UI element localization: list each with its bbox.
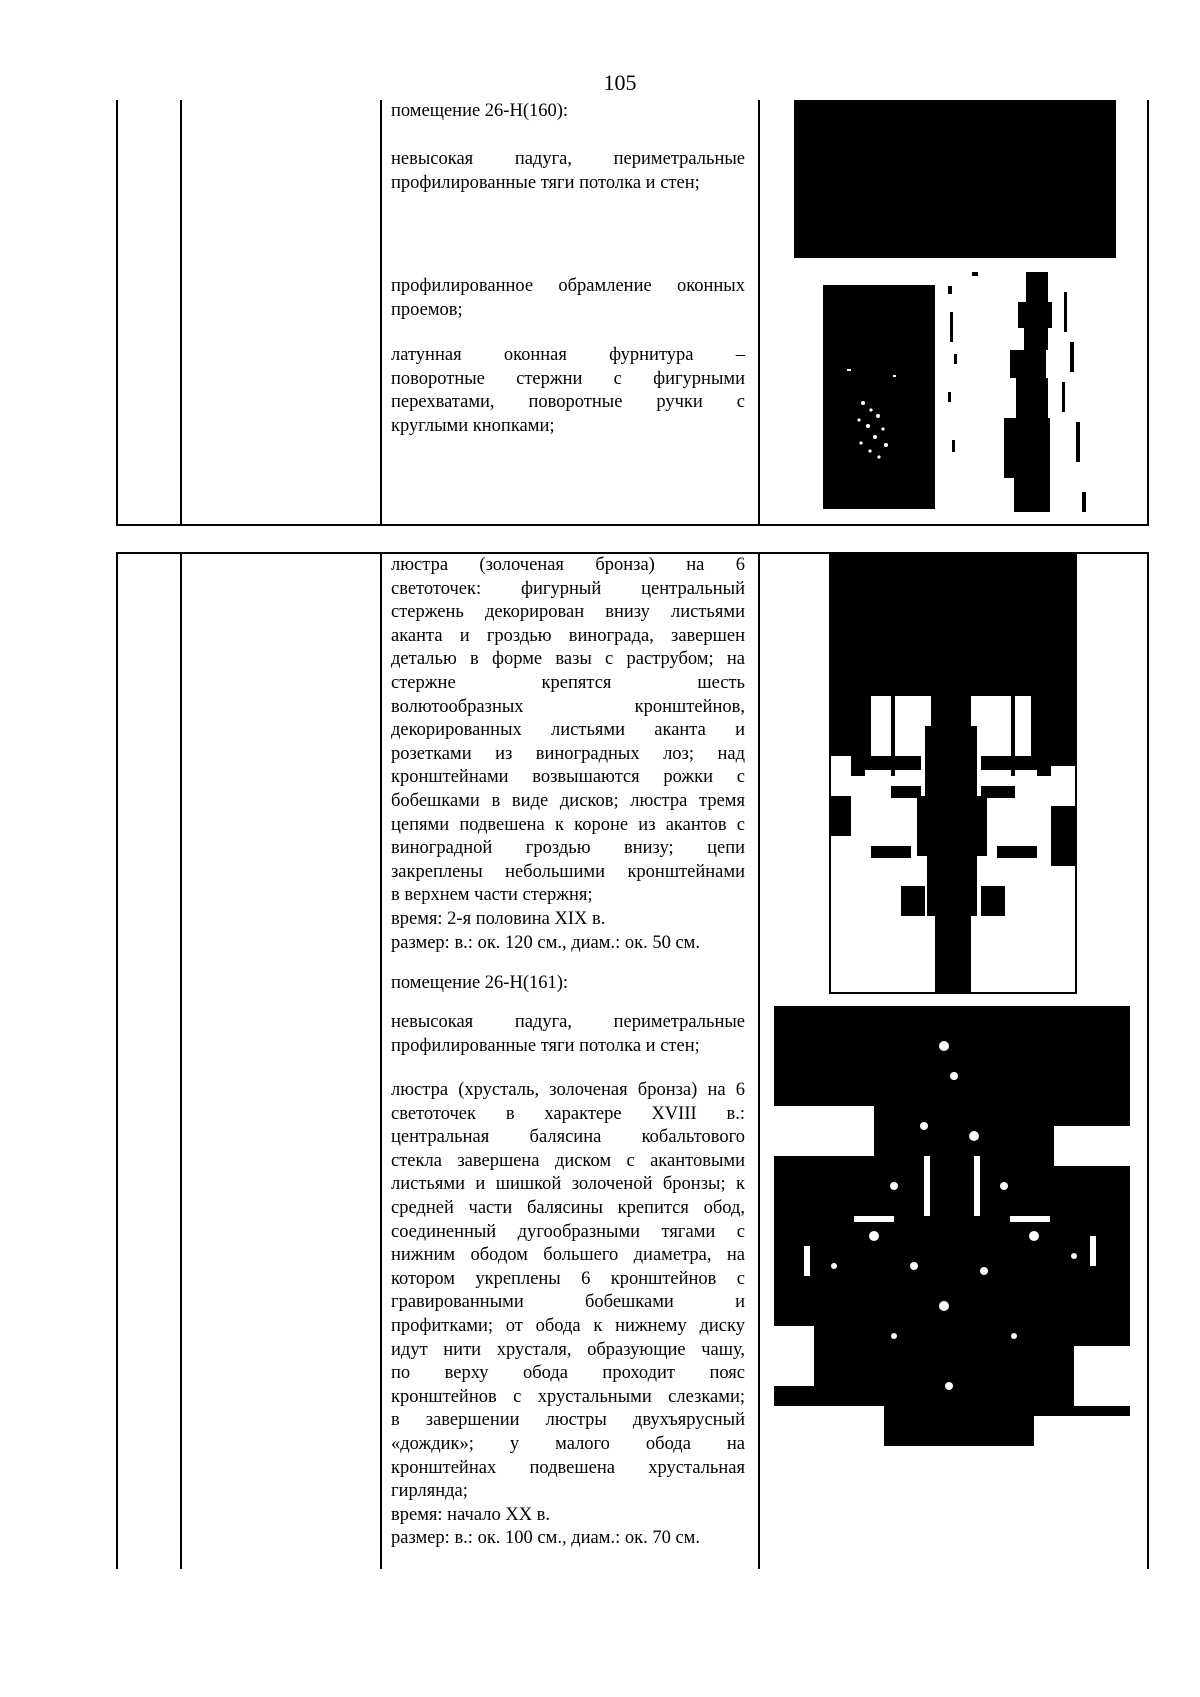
table-border-right (1147, 100, 1149, 526)
text-line: люстра (хрусталь, золоченая бронза) на 6 (391, 1080, 745, 1100)
text-line: нижним ободом большего диаметра, на (391, 1245, 745, 1266)
ceiling-cornice-photo (794, 100, 1116, 258)
text-line: закреплены небольшими кронштейнами (391, 861, 745, 882)
text-line: стержень декорирован внизу листьями (391, 602, 745, 623)
text-line: в завершении люстры двухъярусный (391, 1410, 745, 1431)
text-line: деталью в форме вазы с раструбом; на (391, 649, 745, 670)
text-line: перехватами, поворотные ручки с (391, 392, 745, 413)
text-line: люстра (золоченая бронза) на 6 (391, 555, 745, 575)
column-divider-1 (180, 100, 182, 526)
text-line: гирлянда; (391, 1481, 468, 1502)
text-line: в верхнем части стержня; (391, 885, 593, 906)
chandelier-2-photo (774, 1006, 1130, 1446)
chandelier-1-time: время: 2-я половина XIX в. (391, 908, 606, 929)
text-line: бобешками в виде дисков; люстра тремя (391, 790, 745, 811)
text-line: стержне крепятся шесть (391, 672, 745, 693)
text-line: виноградной гроздью внизу; цепи (391, 838, 745, 859)
text-line: светоточек в характере XVIII в.: (391, 1103, 745, 1124)
column-divider-3 (758, 100, 760, 526)
room-160-item-cornice (391, 148, 745, 195)
text-line: кронштейнами возвышаются рожки с (391, 767, 745, 788)
window-frame-photo (823, 285, 935, 509)
chandelier-1-description (391, 554, 745, 955)
text-line: соединенный дугообразными тягами с (391, 1221, 745, 1242)
text-line: невысокая падуга, периметральные (391, 149, 745, 169)
column-divider-2 (380, 100, 382, 526)
text-line: латунная оконная фурнитура – (391, 345, 745, 365)
text-line: профилированные тяги потолка и стен; (391, 172, 700, 193)
text-line: кронштейнов с хрустальными слезками; (391, 1386, 745, 1407)
text-line: по верху обода проходит пояс (391, 1363, 745, 1384)
room-161-item-cornice (391, 1011, 745, 1058)
column-divider-2 (380, 552, 382, 1569)
table-border-right (1147, 552, 1149, 1569)
text-line: профилированные тяги потолка и стен; (391, 1035, 700, 1056)
text-line: волютообразных кронштейнов, (391, 696, 745, 717)
column-divider-1 (180, 552, 182, 1569)
text-line: «дождик»; у малого обода на (391, 1433, 745, 1454)
text-line: розетками из виноградных лоз; над (391, 743, 745, 764)
chandelier-2-description (391, 1079, 745, 1551)
text-line: круглыми кнопками; (391, 415, 555, 436)
room-161-title: помещение 26-Н(161): (391, 973, 569, 993)
chandelier-1-photo (829, 554, 1077, 994)
text-line: цепями подвешена к короне из акантов с (391, 814, 745, 835)
text-line: кронштейнах подвешена хрустальная (391, 1457, 745, 1478)
chandelier-2-time: время: начало XX в. (391, 1504, 551, 1525)
text-line: светоточек: фигурный центральный (391, 578, 745, 599)
room-160-title: помещение 26-Н(160): (391, 101, 569, 121)
room-160-item-window-frame (391, 275, 745, 322)
table-row-bottom-border (116, 524, 1149, 526)
table-border-left (116, 552, 118, 1569)
text-line: аканта и гроздью винограда, завершен (391, 625, 745, 646)
window-hardware-photo (944, 272, 1088, 512)
page-number: 105 (603, 70, 637, 95)
text-line: котором укреплены 6 кронштейнов с (391, 1268, 745, 1289)
text-line: профитками; от обода к нижнему диску (391, 1315, 745, 1336)
table-border-left (116, 100, 118, 526)
text-line: листьями и шишкой золоченой бронзы; к (391, 1174, 745, 1195)
text-line: стекла завершена диском с акантовыми (391, 1150, 745, 1171)
text-line: невысокая падуга, периметральные (391, 1012, 745, 1032)
column-divider-3 (758, 552, 760, 1569)
text-line: профилированное обрамление оконных (391, 276, 745, 296)
text-line: средней части балясины крепится обод, (391, 1197, 745, 1218)
chandelier-1-size: размер: в.: ок. 120 см., диам.: ок. 50 см. (391, 932, 700, 953)
text-line: идут нити хрусталя, образующие чашу, (391, 1339, 745, 1360)
text-line: декорированных листьями аканта и (391, 720, 745, 741)
text-line: центральная балясина кобальтового (391, 1127, 745, 1148)
text-line: гравированными бобешками и (391, 1292, 745, 1313)
text-line: поворотные стержни с фигурными (391, 368, 745, 389)
chandelier-2-size: размер: в.: ок. 100 см., диам.: ок. 70 см. (391, 1528, 700, 1549)
text-line: проемов; (391, 299, 463, 320)
room-160-item-window-hardware (391, 344, 745, 438)
